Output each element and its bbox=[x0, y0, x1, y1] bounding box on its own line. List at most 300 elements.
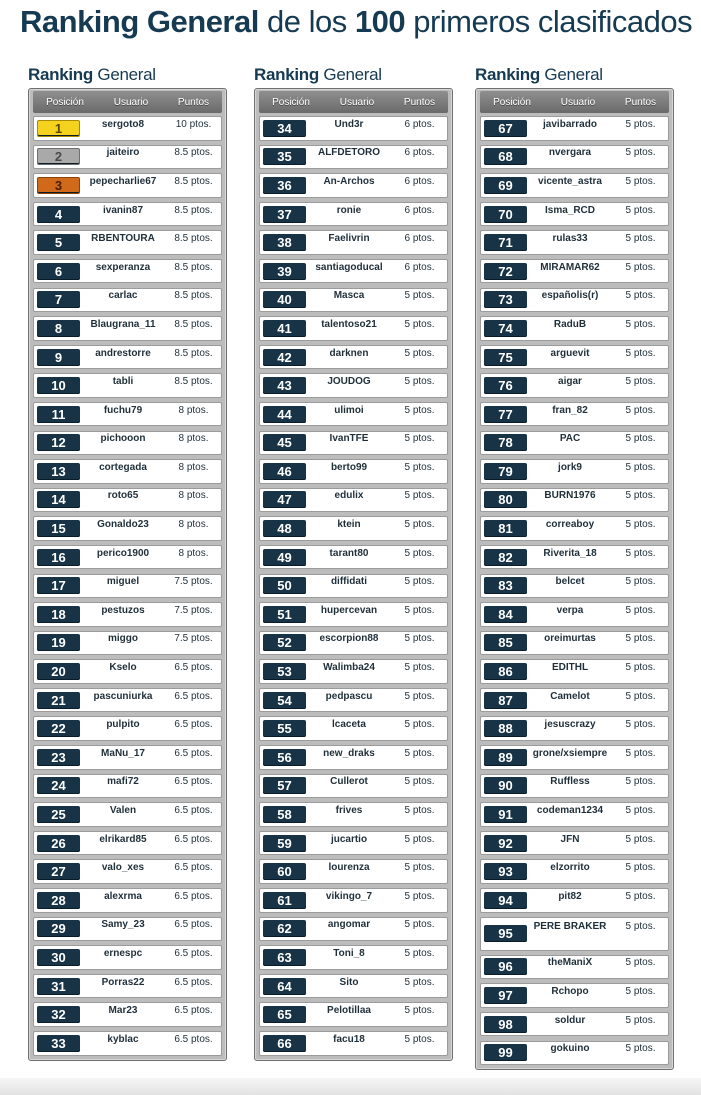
username: alexrma bbox=[104, 890, 142, 902]
rank-badge: 68 bbox=[484, 148, 527, 165]
table-row bbox=[33, 488, 222, 513]
rank-badge: 56 bbox=[263, 749, 306, 766]
rank-badge: 10 bbox=[37, 377, 80, 394]
table-row bbox=[259, 659, 448, 684]
points: 6.5 ptos. bbox=[174, 747, 213, 759]
table-row bbox=[480, 459, 669, 484]
table-row bbox=[33, 602, 222, 627]
username: Cullerot bbox=[330, 776, 368, 788]
rank-badge: 18 bbox=[37, 606, 80, 623]
points: 6 ptos. bbox=[404, 175, 435, 187]
points: 8.5 ptos. bbox=[174, 290, 213, 302]
username: tarant80 bbox=[329, 547, 369, 559]
table-row bbox=[259, 316, 448, 341]
username: elrikard85 bbox=[99, 833, 147, 845]
username: kyblac bbox=[107, 1033, 139, 1045]
username: ernespc bbox=[103, 947, 143, 959]
table-row bbox=[480, 983, 669, 1008]
points: 8.5 ptos. bbox=[174, 147, 213, 159]
table-row bbox=[480, 345, 669, 370]
username: ALFDETORO bbox=[317, 147, 381, 159]
column-heading bbox=[254, 64, 453, 86]
table-row bbox=[33, 831, 222, 856]
username: pulpito bbox=[106, 719, 140, 731]
title-mid: de los bbox=[266, 4, 347, 39]
points: 5 ptos. bbox=[404, 747, 435, 759]
points: 8.5 ptos. bbox=[174, 175, 213, 187]
table-row bbox=[480, 888, 669, 913]
header-position: Posición bbox=[46, 96, 84, 108]
points: 5 ptos. bbox=[404, 976, 435, 988]
username: Rchopo bbox=[551, 986, 589, 998]
table-row bbox=[33, 659, 222, 684]
rank-badge: 72 bbox=[484, 263, 527, 280]
rank-badge: 14 bbox=[37, 491, 80, 508]
points: 8 ptos. bbox=[178, 490, 209, 502]
username: elzorrito bbox=[550, 862, 590, 874]
points: 5 ptos. bbox=[625, 261, 656, 273]
page-title bbox=[20, 2, 692, 42]
table-row bbox=[480, 288, 669, 313]
username: correaboy bbox=[545, 519, 595, 531]
table-row bbox=[259, 545, 448, 570]
username: hupercevan bbox=[320, 604, 378, 616]
rank-badge: 20 bbox=[37, 663, 80, 680]
username: fran_82 bbox=[552, 404, 588, 416]
rank-badge: 85 bbox=[484, 634, 527, 651]
table-row bbox=[259, 945, 448, 970]
table-row bbox=[33, 345, 222, 370]
username: ivanin87 bbox=[102, 204, 144, 216]
column-heading-bold: Ranking bbox=[28, 65, 93, 84]
username: tabli bbox=[112, 376, 134, 388]
points: 5 ptos. bbox=[625, 690, 656, 702]
username: jork9 bbox=[558, 461, 582, 473]
rank-badge: 27 bbox=[37, 863, 80, 880]
table-row bbox=[33, 917, 222, 942]
username: Samy_23 bbox=[101, 919, 145, 931]
rank-badge: 33 bbox=[37, 1035, 80, 1052]
username: pascuniurka bbox=[93, 690, 153, 702]
table-row bbox=[480, 774, 669, 799]
points: 5 ptos. bbox=[625, 404, 656, 416]
table-row bbox=[259, 459, 448, 484]
points: 6.5 ptos. bbox=[174, 719, 213, 731]
table-row bbox=[259, 831, 448, 856]
column-heading-normal: General bbox=[97, 65, 156, 84]
username: pit82 bbox=[558, 890, 582, 902]
username: ronie bbox=[336, 204, 362, 216]
points: 5 ptos. bbox=[625, 490, 656, 502]
rank-badge: 19 bbox=[37, 634, 80, 651]
rank-badge: 21 bbox=[37, 692, 80, 709]
points: 5 ptos. bbox=[625, 862, 656, 874]
rank-badge: 97 bbox=[484, 987, 527, 1004]
table-row bbox=[480, 917, 669, 951]
username: pestuzos bbox=[101, 604, 145, 616]
points: 5 ptos. bbox=[404, 1033, 435, 1045]
rank-badge: 36 bbox=[263, 177, 306, 194]
rank-badge: 40 bbox=[263, 291, 306, 308]
table-row bbox=[33, 888, 222, 913]
rank-badge: 5 bbox=[37, 234, 80, 251]
table-row bbox=[33, 545, 222, 570]
points: 5 ptos. bbox=[404, 919, 435, 931]
table-row bbox=[259, 345, 448, 370]
points: 5 ptos. bbox=[625, 175, 656, 187]
rank-badge: 32 bbox=[37, 1006, 80, 1023]
username: PAC bbox=[559, 433, 581, 445]
header-points: Puntos bbox=[403, 96, 436, 108]
table-header bbox=[259, 91, 448, 113]
table-row bbox=[480, 602, 669, 627]
points: 5 ptos. bbox=[625, 204, 656, 216]
table-row bbox=[33, 230, 222, 255]
points: 5 ptos. bbox=[404, 862, 435, 874]
points: 5 ptos. bbox=[404, 290, 435, 302]
table-row bbox=[33, 1031, 222, 1056]
table-row bbox=[259, 802, 448, 827]
points: 5 ptos. bbox=[404, 376, 435, 388]
points: 5 ptos. bbox=[625, 347, 656, 359]
points: 5 ptos. bbox=[404, 690, 435, 702]
username: cortegada bbox=[99, 461, 147, 473]
rank-badge: 46 bbox=[263, 463, 306, 480]
rank-badge: 9 bbox=[37, 349, 80, 366]
username: lcaceta bbox=[332, 719, 366, 731]
table-row bbox=[480, 488, 669, 513]
rank-badge: 24 bbox=[37, 777, 80, 794]
rank-badge: 51 bbox=[263, 606, 306, 623]
points: 8 ptos. bbox=[178, 547, 209, 559]
rank-badge: 57 bbox=[263, 777, 306, 794]
rank-badge: 65 bbox=[263, 1006, 306, 1023]
points: 6 ptos. bbox=[404, 233, 435, 245]
table-row bbox=[480, 145, 669, 170]
points: 6 ptos. bbox=[404, 147, 435, 159]
username: Porras22 bbox=[101, 976, 145, 988]
points: 6.5 ptos. bbox=[174, 947, 213, 959]
rank-badge: 3 bbox=[37, 177, 80, 194]
rank-badge: 99 bbox=[484, 1044, 527, 1061]
rank-badge: 49 bbox=[263, 549, 306, 566]
username: diffidati bbox=[330, 576, 368, 588]
table-row bbox=[480, 745, 669, 770]
column-heading bbox=[475, 64, 674, 86]
rank-badge: 47 bbox=[263, 491, 306, 508]
points: 5 ptos. bbox=[625, 890, 656, 902]
points: 8 ptos. bbox=[178, 519, 209, 531]
points: 6 ptos. bbox=[404, 118, 435, 130]
table-row bbox=[259, 602, 448, 627]
username: valo_xes bbox=[101, 862, 145, 874]
table-row bbox=[33, 574, 222, 599]
username: vikingo_7 bbox=[325, 890, 373, 902]
table-row bbox=[259, 173, 448, 198]
points: 6.5 ptos. bbox=[174, 805, 213, 816]
username: frives bbox=[335, 805, 363, 816]
rank-badge: 16 bbox=[37, 549, 80, 566]
ranking-table bbox=[28, 88, 227, 1061]
username: codeman1234 bbox=[536, 805, 604, 816]
username: miguel bbox=[106, 576, 140, 588]
table-row bbox=[259, 859, 448, 884]
rank-badge: 83 bbox=[484, 577, 527, 594]
ranking-column-3 bbox=[475, 64, 674, 1070]
header-position: Posición bbox=[272, 96, 310, 108]
column-heading-normal: General bbox=[323, 65, 382, 84]
points: 7.5 ptos. bbox=[174, 604, 213, 616]
rank-badge: 98 bbox=[484, 1016, 527, 1033]
table-row bbox=[480, 802, 669, 827]
username: Masca bbox=[333, 290, 365, 302]
rank-badge: 89 bbox=[484, 749, 527, 766]
points: 6.5 ptos. bbox=[174, 662, 213, 674]
rank-badge: 35 bbox=[263, 148, 306, 165]
table-row bbox=[33, 802, 222, 827]
rank-badge: 69 bbox=[484, 177, 527, 194]
username: JFN bbox=[560, 833, 580, 845]
ranking-column-2 bbox=[254, 64, 453, 1061]
username: Faelivrin bbox=[328, 233, 370, 245]
username: pedpascu bbox=[325, 690, 373, 702]
table-row bbox=[480, 859, 669, 884]
table-row bbox=[259, 202, 448, 227]
rank-badge: 25 bbox=[37, 806, 80, 823]
username: Ruffless bbox=[550, 776, 590, 788]
rank-badge: 31 bbox=[37, 978, 80, 995]
username: roto65 bbox=[107, 490, 139, 502]
username: verpa bbox=[556, 604, 584, 616]
header-points: Puntos bbox=[177, 96, 210, 108]
points: 5 ptos. bbox=[625, 433, 656, 445]
rank-badge: 45 bbox=[263, 434, 306, 451]
rank-badge: 93 bbox=[484, 863, 527, 880]
rank-badge: 96 bbox=[484, 958, 527, 975]
rank-badge: 84 bbox=[484, 606, 527, 623]
table-row bbox=[259, 1031, 448, 1056]
username: nvergara bbox=[548, 147, 592, 159]
table-row bbox=[480, 202, 669, 227]
points: 7.5 ptos. bbox=[174, 633, 213, 645]
points: 5 ptos. bbox=[404, 805, 435, 816]
rank-badge: 12 bbox=[37, 434, 80, 451]
table-row bbox=[33, 631, 222, 656]
rank-badge: 79 bbox=[484, 463, 527, 480]
username: soldur bbox=[554, 1014, 586, 1026]
username: darknen bbox=[329, 347, 369, 359]
table-row bbox=[33, 373, 222, 398]
ranking-table bbox=[475, 88, 674, 1070]
points: 5 ptos. bbox=[625, 805, 656, 816]
table-row bbox=[259, 631, 448, 656]
username: An-Archos bbox=[323, 175, 375, 187]
table-row bbox=[480, 259, 669, 284]
points: 5 ptos. bbox=[404, 318, 435, 330]
username: vicente_astra bbox=[538, 175, 602, 187]
rank-badge: 44 bbox=[263, 406, 306, 423]
username: belcet bbox=[555, 576, 585, 588]
points: 5 ptos. bbox=[404, 547, 435, 559]
rank-badge: 95 bbox=[484, 925, 527, 942]
table-row bbox=[480, 574, 669, 599]
table-row bbox=[33, 173, 222, 198]
ranking-table bbox=[254, 88, 453, 1061]
points: 5 ptos. bbox=[404, 662, 435, 674]
rank-badge: 61 bbox=[263, 892, 306, 909]
table-row bbox=[259, 574, 448, 599]
rank-badge: 66 bbox=[263, 1035, 306, 1052]
rank-badge: 26 bbox=[37, 835, 80, 852]
rank-badge: 38 bbox=[263, 234, 306, 251]
points: 8 ptos. bbox=[178, 433, 209, 445]
rank-badge: 4 bbox=[37, 206, 80, 223]
table-row bbox=[33, 516, 222, 541]
rank-badge: 30 bbox=[37, 949, 80, 966]
rank-badge: 91 bbox=[484, 806, 527, 823]
header-user: Usuario bbox=[339, 96, 375, 108]
table-row bbox=[480, 1012, 669, 1037]
rank-badge: 42 bbox=[263, 349, 306, 366]
points: 5 ptos. bbox=[625, 1043, 656, 1055]
rank-badge: 77 bbox=[484, 406, 527, 423]
points: 10 ptos. bbox=[175, 118, 212, 130]
table-row bbox=[259, 888, 448, 913]
points: 6 ptos. bbox=[404, 261, 435, 273]
points: 8.5 ptos. bbox=[174, 347, 213, 359]
rank-badge: 2 bbox=[37, 148, 80, 165]
table-row bbox=[33, 288, 222, 313]
points: 5 ptos. bbox=[625, 921, 656, 933]
table-header bbox=[33, 91, 222, 113]
points: 5 ptos. bbox=[625, 1014, 656, 1026]
rank-badge: 43 bbox=[263, 377, 306, 394]
table-row bbox=[259, 774, 448, 799]
rank-badge: 54 bbox=[263, 692, 306, 709]
rank-badge: 80 bbox=[484, 491, 527, 508]
points: 5 ptos. bbox=[625, 118, 656, 130]
username: gokuino bbox=[550, 1043, 590, 1055]
username: santiagoducal bbox=[315, 261, 383, 273]
username: MIRAMAR62 bbox=[540, 261, 600, 273]
rank-badge: 55 bbox=[263, 720, 306, 737]
points: 5 ptos. bbox=[404, 404, 435, 416]
rank-badge: 17 bbox=[37, 577, 80, 594]
username: Und3r bbox=[334, 118, 364, 130]
points: 6.5 ptos. bbox=[174, 690, 213, 702]
username: EDITHL bbox=[551, 662, 589, 674]
table-row bbox=[259, 1002, 448, 1027]
table-row bbox=[33, 974, 222, 999]
points: 5 ptos. bbox=[625, 519, 656, 531]
points: 5 ptos. bbox=[625, 576, 656, 588]
table-row bbox=[259, 716, 448, 741]
rank-badge: 28 bbox=[37, 892, 80, 909]
username: lourenza bbox=[328, 862, 370, 874]
points: 6.5 ptos. bbox=[174, 976, 213, 988]
rank-badge: 60 bbox=[263, 863, 306, 880]
points: 8.5 ptos. bbox=[174, 376, 213, 388]
username: RBENTOURA bbox=[91, 233, 155, 245]
rank-badge: 13 bbox=[37, 463, 80, 480]
username: Sito bbox=[339, 976, 359, 988]
rank-badge: 8 bbox=[37, 320, 80, 337]
username: rulas33 bbox=[552, 233, 588, 245]
rank-badge: 76 bbox=[484, 377, 527, 394]
table-row bbox=[259, 259, 448, 284]
username: mafi72 bbox=[107, 776, 139, 788]
username: escorpion88 bbox=[319, 633, 379, 645]
column-heading-bold: Ranking bbox=[254, 65, 319, 84]
table-row bbox=[480, 1041, 669, 1066]
table-row bbox=[33, 459, 222, 484]
table-row bbox=[33, 774, 222, 799]
points: 5 ptos. bbox=[625, 376, 656, 388]
points: 5 ptos. bbox=[404, 461, 435, 473]
table-row bbox=[259, 402, 448, 427]
username: Mar23 bbox=[108, 1005, 138, 1017]
column-heading-normal: General bbox=[544, 65, 603, 84]
points: 6.5 ptos. bbox=[174, 1033, 213, 1045]
points: 6.5 ptos. bbox=[174, 776, 213, 788]
table-row bbox=[33, 259, 222, 284]
username: facu18 bbox=[333, 1033, 365, 1045]
username: Toni_8 bbox=[333, 947, 365, 959]
table-row bbox=[259, 116, 448, 141]
rank-badge: 22 bbox=[37, 720, 80, 737]
username: berto99 bbox=[330, 461, 368, 473]
points: 5 ptos. bbox=[625, 986, 656, 998]
points: 5 ptos. bbox=[625, 461, 656, 473]
username: javibarrado bbox=[543, 118, 597, 130]
table-row bbox=[480, 516, 669, 541]
table-row bbox=[259, 688, 448, 713]
points: 7.5 ptos. bbox=[174, 576, 213, 588]
rank-badge: 62 bbox=[263, 920, 306, 937]
rank-badge: 71 bbox=[484, 234, 527, 251]
points: 5 ptos. bbox=[625, 290, 656, 302]
rank-badge: 87 bbox=[484, 692, 527, 709]
points: 5 ptos. bbox=[625, 633, 656, 645]
header-position: Posición bbox=[493, 96, 531, 108]
points: 5 ptos. bbox=[625, 719, 656, 731]
username: aigar bbox=[558, 376, 582, 388]
rank-badge: 23 bbox=[37, 749, 80, 766]
points: 5 ptos. bbox=[625, 662, 656, 674]
username: fuchu79 bbox=[103, 404, 143, 416]
points: 5 ptos. bbox=[404, 890, 435, 902]
username: Gonaldo23 bbox=[97, 519, 149, 531]
points: 5 ptos. bbox=[404, 490, 435, 502]
username: Valen bbox=[109, 805, 137, 816]
username: arguevit bbox=[550, 347, 590, 359]
rank-badge: 88 bbox=[484, 720, 527, 737]
title-rest: primeros clasificados bbox=[413, 4, 693, 39]
username: sergoto8 bbox=[101, 118, 145, 130]
points: 6.5 ptos. bbox=[174, 862, 213, 874]
table-row bbox=[33, 1002, 222, 1027]
username: jaiteiro bbox=[106, 147, 140, 159]
table-row bbox=[33, 202, 222, 227]
rank-badge: 92 bbox=[484, 835, 527, 852]
points: 5 ptos. bbox=[404, 833, 435, 845]
table-row bbox=[259, 431, 448, 456]
username: angomar bbox=[327, 919, 371, 931]
table-row bbox=[33, 316, 222, 341]
header-user: Usuario bbox=[113, 96, 149, 108]
points: 5 ptos. bbox=[404, 519, 435, 531]
points: 5 ptos. bbox=[625, 604, 656, 616]
